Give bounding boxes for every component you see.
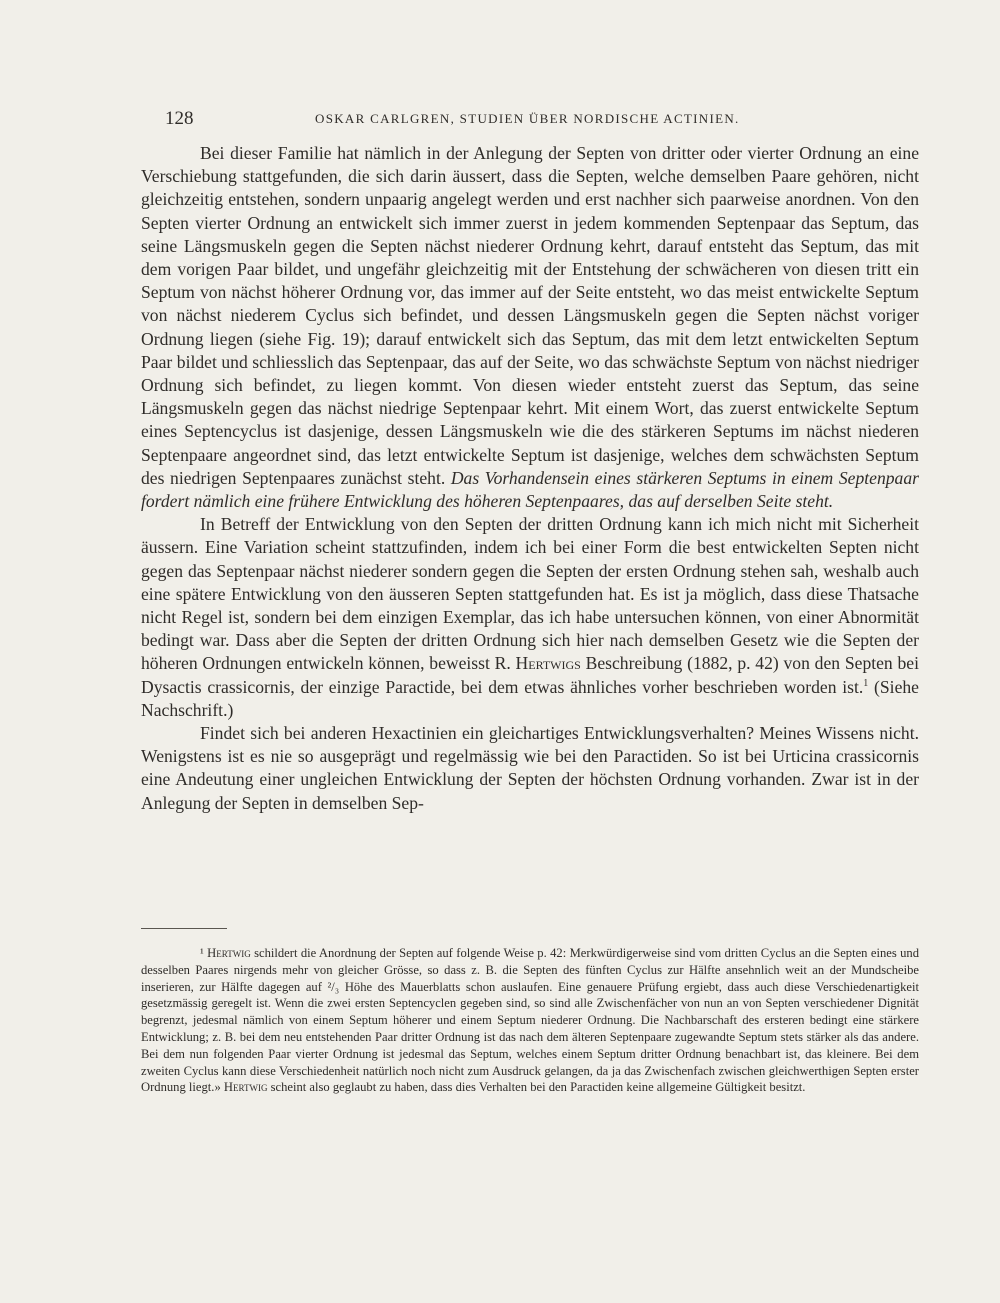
footnote-author-name: Hertwig <box>207 946 251 960</box>
paragraph-3 <box>141 722 919 815</box>
footnote-divider <box>141 928 227 929</box>
paragraph-1-italic-text: Das Vorhandensein eines stärkeren Septums in einem Septenpaar fordert nämlich eine frühere Entwicklung des höheren Septenpaares, das auf derselben Seite steht. <box>141 467 919 512</box>
author-name: Hertwigs <box>515 653 581 674</box>
paragraph-3-text: Findet sich bei anderen Hexactinien ein gleichartiges Entwicklungsverhalten? Meines Wissens nicht. Wenigstens ist es nie so ausgeprägt und regelmässig wie bei den Paractiden. So ist bei Urticina crassicornis eine Andeutung einer ungleichen Entwicklung der Septen der höchsten Ordnung vorhanden. Zwar ist in der Anlegung der Septen in demselben Sep- <box>141 723 919 813</box>
page-number: 128 <box>165 108 194 129</box>
main-text <box>141 142 919 815</box>
footnote-text-2: scheint also geglaubt zu haben, dass dies Verhalten bei den Paractiden keine allgemeine Gültigkeit besitzt. <box>267 1080 806 1095</box>
paragraph-2-text-cont: Beschreibung (1882, p. 42) von den Septen bei Dysactis crassicornis, der einzige Paractide, bei dem etwas ähnliches vorher beschrieben worden ist. <box>141 653 919 697</box>
footnote-mark: ¹ <box>200 946 204 960</box>
footnote-text-1: schildert die Anordnung der Septen auf folgende Weise p. 42: Merkwürdigerweise sind vom dritten Cyclus an die Septen eines und desselben Paares nirgends mehr von gleicher Grösse, so dass z. B. die Septen des fünften Cyclus zur Hälfte ansehnlich weit an der Mundscheibe inserieren, zur Hälfte dagegen auf ²/₃ Höhe des Mauerblatts schon auslaufen. Eine genauere Prüfung ergiebt, dass auch diese Verschiedenartigkeit gesetzmässig geregelt ist. Wenn die zwei ersten Septencyclen gegeben sind, so sind alle Zwischenfächer von nun an von Septen verschiedener Dignität begrenzt, jedesmal nämlich von einem Septum höherer und einem Septum niederer Ordnung. Die Nachbarschaft des ersteren bedingt eine stärkere Entwicklung; z. B. bei dem neu entstehenden Paar dritter Ordnung ist das nach dem älteren Septenpaare zugewandte Septum stets stärker als das andere. Bei dem nun folgenden Paar vierter Ordnung ist jedesmal das Septum, welches einem Septum dritter Ordnung benachbart ist, das kleinere. Bei dem zweiten Cyclus kann diese Verschiedenheit natürlich noch nicht zum Ausdruck gelangen, da ja das Zwischenfach zwischen gleichwerthigen Septen erster Ordnung liegt.» <box>141 946 920 1095</box>
paragraph-2 <box>141 513 919 722</box>
footnote-author-name-2: Hertwig <box>223 1080 268 1095</box>
footnote <box>141 945 919 1096</box>
paragraph-1-text: Bei dieser Familie hat nämlich in der Anlegung der Septen von dritter oder vierter Ordnung an eine Verschiebung stattgefunden, die sich darin äussert, dass die Septen, welche demselben Paare gehören, nicht gleichzeitig entstehen, sondern unpaarig angelegt werden und erst nachher sich paarweise anordnen. Von den Septen vierter Ordnung an entwickelt sich immer zuerst in jedem kommenden Septenpaar das Septum, das seine Längsmuskeln gegen die Septen nächst niederer Ordnung kehrt, darauf entsteht das Septum, das mit dem vorigen Paar bildet, und ungefähr gleichzeitig mit der Entstehung der schwächeren von diesen tritt ein Septum von nächst höherer Ordnung vor, das immer auf der Seite entsteht, wo das meist entwickelte Septum von nächst niederem Cyclus sich befindet, und dessen Längsmuskeln gegen die Septen nächst voriger Ordnung liegen (siehe Fig. 19); darauf entwickelt sich das Septum, das mit dem letzt entwickelten Septum Paar bildet und schliesslich das Septenpaar, das auf der Seite, wo das schwächste Septum von nächst niedriger Ordnung sich befindet, zu liegen kommt. Von diesen wieder entsteht zuerst das Septum, das seine Längsmuskeln gegen das nächst niedrige Septenpaar kehrt. Mit einem Wort, das zuerst entwickelte Septum eines Septencyclus ist dasjenige, dessen Längsmuskeln wie die des stärkeren Septums im nächst niederen Septenpaare angeordnet sind, das letzt entwickelte Septum ist dasjenige, welches dem schwächsten Septum des niedrigen Septenpaares zunächst steht. <box>141 143 919 488</box>
paragraph-2-text-end: (Siehe Nachschrift.) <box>141 676 919 720</box>
footnote-reference[interactable]: 1 <box>863 677 869 689</box>
running-head <box>165 108 925 132</box>
running-title: OSKAR CARLGREN, STUDIEN ÜBER NORDISCHE ACTINIEN. <box>315 111 740 126</box>
footnote-text <box>141 945 919 1096</box>
paragraph-2-text: In Betreff der Entwicklung von den Septen der dritten Ordnung kann ich mich nicht mit Sicherheit äussern. Eine Variation scheint stattzufinden, indem ich bei einer Form die best entwickelten Septen nicht gegen das Septenpaar nächst niederer sondern gegen die Septen der ersten Ordnung stehen sah, weshalb auch eine spätere Entwicklung von den äusseren Septen stattgefunden hat. Es ist ja möglich, dass diese Thatsache nicht Regel ist, sondern bei dem einzigen Exemplar, das ich habe untersuchen können, von einer Abnormität bedingt war. Dass aber die Septen der dritten Ordnung sich hier nach demselben Gesetz wie die Septen der höheren Ordnungen entwickeln können, beweisst R. <box>141 514 919 674</box>
paragraph-1 <box>141 142 919 513</box>
